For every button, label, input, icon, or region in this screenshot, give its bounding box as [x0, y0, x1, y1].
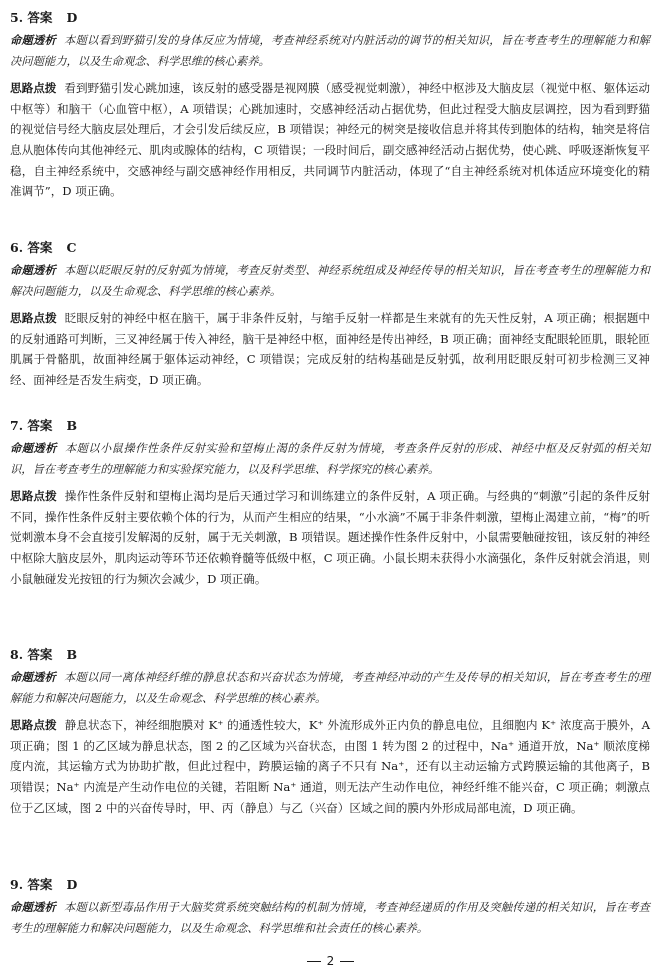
analysis-text: 本题以小鼠操作性条件反射实验和望梅止渴的条件反射为情境，考查条件反射的形成、神经中枢及反射弧的相关知识，旨在考查考生的理解能力和实验探究能力，以及科学思维、科学探究的核心素养。	[10, 442, 650, 476]
analysis-label: 命题透析	[10, 442, 57, 455]
analysis-label: 命题透析	[10, 34, 56, 47]
analysis-text: 本题以看到野猫引发的身体反应为情境，考查神经系统对内脏活动的调节的相关知识，旨在考查考生的理解能力和解决问题能力，以及生命观念、科学思维的核心素养。	[10, 34, 650, 68]
answer-line	[10, 877, 650, 893]
hint-text: 看到野猫引发心跳加速，该反射的感受器是视网膜（感受视觉刺激），神经中枢涉及大脑皮层（视觉中枢、躯体运动中枢等）和脑干（心血管中枢），A 项错误；心跳加速时，交感神经活动占据优势，但此过程受大脑皮层调控，因为看到野猫的视觉信号经大脑皮层处理后，才会引发后续反应，B 项错误；神经元的树突是接收信息并将其传到胞体的结构，轴突是将信息从胞体传向其他神经元、肌肉或腺体的结构，C 项错误；一段时间后，副交感神经活动占据优势，使心跳、呼吸逐渐恢复平稳，自主神经系统中，交感神经与副交感神经作用相反，共同调节内脏活动，体现了“自主神经系统对机体适应环境变化的精准调节”，D 项正确。	[10, 81, 650, 199]
analysis-label: 命题透析	[10, 264, 56, 277]
question-number: 6.	[10, 240, 24, 255]
answer-line	[10, 647, 650, 663]
footer-dash-left	[307, 961, 321, 962]
analysis-paragraph	[10, 898, 650, 939]
analysis-paragraph	[10, 668, 650, 709]
question-number: 8.	[10, 647, 24, 662]
answer-line	[10, 418, 650, 434]
hint-text: 操作性条件反射和望梅止渴均是后天通过学习和训练建立的条件反射，A 项正确。与经典的“刺激”引起的条件反射不同，操作性条件反射主要依赖个体的行为，从而产生相应的结果，“小水滴”不属于非条件刺激，望梅止渴建立前，“梅”的听觉刺激本身不会直接引发解渴的反射，属于无关刺激，B 项错误。题述操作性条件反射中，小鼠需要触碰按钮，该反射的神经中枢除大脑皮层外，肌肉运动等环节还依赖脊髓等低级中枢，C 项正确。小鼠长期未获得小水滴强化，条件反射就会消退，则小鼠触碰发光按钮的行为频次会减少，D 项正确。	[10, 489, 650, 586]
analysis-label: 命题透析	[10, 671, 56, 684]
analysis-paragraph	[10, 439, 650, 480]
hint-text: 眨眼反射的神经中枢在脑干，属于非条件反射，与缩手反射一样都是生来就有的先天性反射，A 项正确；根据题中的反射通路可判断，三叉神经属于传入神经，脑干是神经中枢，面神经是传出神经，B 项正确；面神经支配眼轮匝肌，眼轮匝肌属于骨骼肌，故面神经属于躯体运动神经，C 项错误；完成反射的结构基础是反射弧，故利用眨眼反射可初步检测三叉神经、面神经是否发生病变，D 项正确。	[10, 311, 650, 387]
analysis-text: 本题以同一离体神经纤维的静息状态和兴奋状态为情境，考查神经冲动的产生及传导的相关知识，旨在考查考生的理解能力和解决问题能力，以及生命观念、科学思维的核心素养。	[10, 671, 650, 705]
hint-paragraph	[10, 78, 650, 202]
hint-paragraph	[10, 715, 650, 818]
analysis-label: 命题透析	[10, 901, 56, 914]
analysis-paragraph	[10, 31, 650, 72]
hint-label: 思路点拨	[10, 489, 57, 504]
question-7	[10, 418, 650, 589]
answer-letter: B	[66, 647, 78, 662]
footer-dash-right	[340, 961, 354, 962]
hint-label: 思路点拨	[10, 718, 57, 733]
analysis-text: 本题以眨眼反射的反射弧为情境，考查反射类型、神经系统组成及神经传导的相关知识，旨在考查考生的理解能力和解决问题能力，以及生命观念、科学思维的核心素养。	[10, 264, 650, 298]
answer-letter: D	[66, 10, 78, 25]
question-5	[10, 10, 650, 202]
answer-line	[10, 10, 650, 26]
hint-label: 思路点拨	[10, 81, 57, 96]
analysis-text: 本题以新型毒品作用于大脑奖赏系统突触结构的机制为情境，考查神经递质的作用及突触传递的相关知识，旨在考查考生的理解能力和解决问题能力，以及生命观念、科学思维和社会责任的核心素养。	[10, 901, 650, 935]
page-footer	[0, 954, 661, 968]
page-number: 2	[326, 954, 335, 968]
hint-text: 静息状态下，神经细胞膜对 K⁺ 的通透性较大，K⁺ 外流形成外正内负的静息电位，且细胞内 K⁺ 浓度高于膜外，A 项正确；图 1 的乙区域为静息状态，图 2 的乙区域为兴奋状态，由图 1 转为图 2 的过程中，Na⁺ 通道开放，Na⁺ 顺浓度梯度内流，其运输方式为协助扩散，但此过程中，跨膜运输的离子不只有 Na⁺，还有以主动运输方式跨膜运输的其他离子，B 项错误；Na⁺ 内流是产生动作电位的关键，若阻断 Na⁺ 通道，则无法产生动作电位，神经纤维不能兴奋，C 项正确；刺激点位于乙区域，图 2 中的兴奋传导时，甲、丙（静息）与乙（兴奋）区域之间的膜内外形成局部电流，D 项正确。	[10, 718, 650, 815]
answer-label: 答案	[27, 647, 53, 662]
question-number: 5.	[10, 10, 24, 25]
answer-label: 答案	[27, 877, 53, 892]
question-number: 7.	[10, 418, 24, 433]
hint-paragraph	[10, 486, 650, 589]
question-9	[10, 877, 650, 939]
question-number: 9.	[10, 877, 24, 892]
answer-letter: C	[66, 240, 77, 255]
hint-label: 思路点拨	[10, 311, 57, 326]
analysis-paragraph	[10, 261, 650, 302]
answer-label: 答案	[27, 10, 53, 25]
question-8	[10, 647, 650, 818]
hint-paragraph	[10, 308, 650, 390]
answer-letter: D	[66, 877, 78, 892]
answer-line	[10, 240, 650, 256]
answer-label: 答案	[27, 418, 53, 433]
answer-label: 答案	[27, 240, 53, 255]
question-6	[10, 240, 650, 391]
answer-letter: B	[66, 418, 78, 433]
